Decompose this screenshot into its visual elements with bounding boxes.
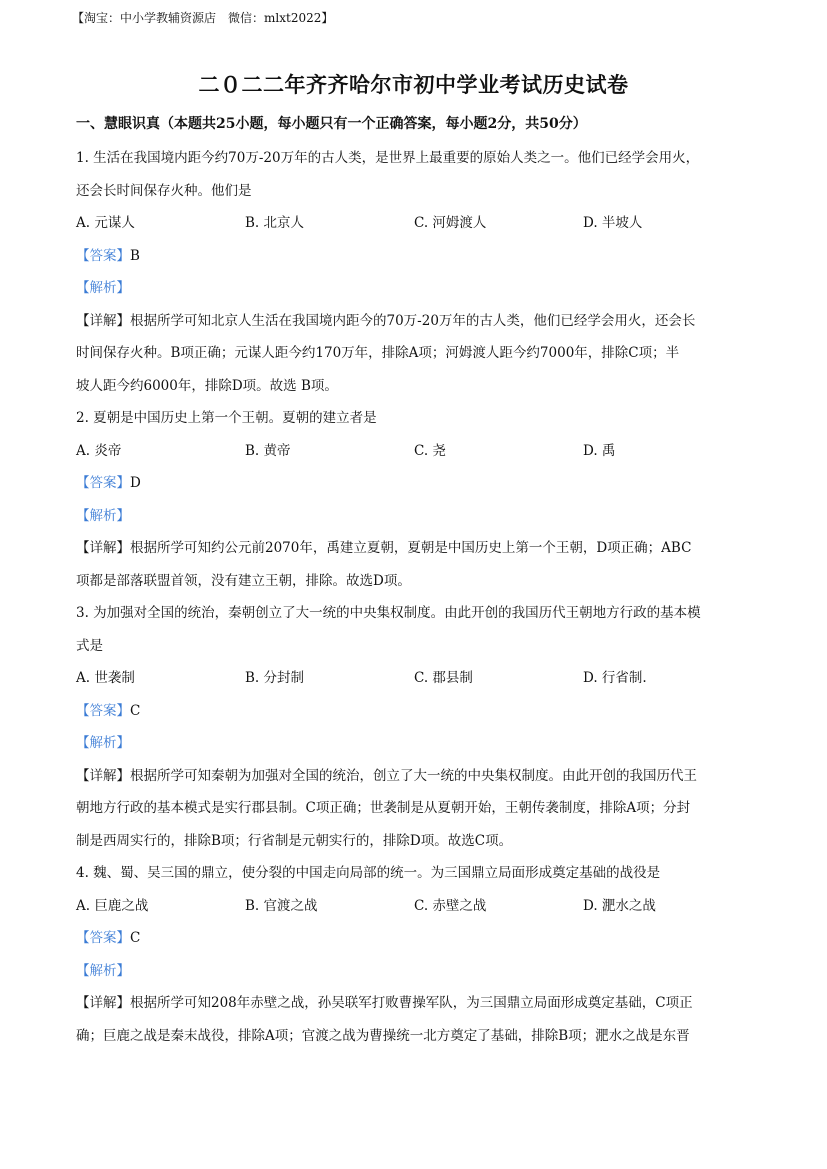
analysis-label: 【解析】 — [76, 507, 130, 524]
question-stem-line: 2. 夏朝是中国历史上第一个王朝。夏朝的建立者是 — [76, 410, 377, 426]
page-title: 二０二二年齐齐哈尔市初中学业考试历史试卷 — [198, 72, 629, 97]
option-b: B. 官渡之战 — [245, 897, 318, 914]
option-a: A. 世袭制 — [76, 670, 135, 686]
question-1 — [76, 142, 752, 402]
detail-line — [76, 532, 752, 565]
options-row — [76, 207, 752, 240]
answer-label: 【答案】 — [76, 475, 130, 491]
detail-label: 【详解】 — [76, 312, 130, 329]
option-b: B. 分封制 — [245, 670, 305, 686]
detail-line: 确；巨鹿之战是秦末战役，排除A项；官渡之战为曹操统一北方奠定了基础，排除B项；淝水之战是东晋 — [76, 1027, 690, 1044]
detail-line — [76, 305, 752, 338]
option-a: A. 元谋人 — [76, 215, 135, 231]
option-b: B. 黄帝 — [245, 442, 291, 459]
detail-label: 【详解】 — [76, 767, 130, 784]
options-row — [76, 662, 752, 695]
option-a: A. 炎帝 — [76, 442, 122, 459]
question-stem-line: 1. 生活在我国境内距今约70万-20万年的古人类，是世界上最重要的原始人类之一。他们已经学会用火， — [76, 150, 700, 166]
detail-line: 时间保存火种。B项正确；元谋人距今约170万年，排除A项；河姆渡人距今约7000年，排除C项；半 — [76, 345, 680, 361]
option-c: C. 河姆渡人 — [414, 215, 487, 231]
answer-label: 【答案】 — [76, 247, 130, 264]
header-wechat: 微信：mlxt2022】 — [228, 11, 334, 25]
analysis-label: 【解析】 — [76, 280, 130, 296]
detail-line: 制是西周实行的，排除B项；行省制是元朝实行的，排除D项。故选C项。 — [76, 832, 513, 849]
detail-line: 项都是部落联盟首领，没有建立王朝，排除。故选D项。 — [76, 572, 411, 589]
answer-label: 【答案】 — [76, 702, 130, 719]
detail-text: 根据所学可知北京人生活在我国境内距今的70万-20万年的古人类，他们已经学会用火，还会长 — [130, 312, 696, 329]
options-row — [76, 435, 752, 468]
answer-line — [76, 922, 752, 955]
question-3 — [76, 597, 752, 857]
option-c: C. 赤壁之战 — [414, 897, 487, 914]
detail-label: 【详解】 — [76, 995, 130, 1011]
header-note — [72, 10, 333, 26]
options-row — [76, 890, 752, 923]
question-stem-line: 3. 为加强对全国的统治，秦朝创立了大一统的中央集权制度。由此开创的我国历代王朝地方行政的基本模 — [76, 605, 701, 621]
detail-label: 【详解】 — [76, 540, 130, 556]
question-stem-line: 还会长时间保存火种。他们是 — [76, 182, 252, 199]
detail-text: 根据所学可知约公元前2070年，禹建立夏朝，夏朝是中国历史上第一个王朝，D项正确；ABC — [130, 540, 692, 556]
question-4 — [76, 857, 752, 1052]
answer-line — [76, 467, 752, 500]
detail-text: 根据所学可知208年赤壁之战，孙吴联军打败曹操军队，为三国鼎立局面形成奠定基础，C项正 — [130, 995, 693, 1011]
header-shop: 【淘宝：中小学教辅资源店 — [72, 11, 217, 25]
analysis-label: 【解析】 — [76, 735, 130, 751]
analysis-line — [76, 955, 752, 988]
option-c: C. 尧 — [414, 442, 446, 459]
section-heading: 一、慧眼识真（本题共25小题，每小题只有一个正确答案，每小题2分，共50分） — [76, 116, 587, 132]
answer-line — [76, 695, 752, 728]
analysis-line — [76, 272, 752, 305]
answer-value: C — [130, 702, 141, 719]
answer-value: C — [130, 930, 141, 946]
question-stem-line: 式是 — [76, 637, 103, 654]
option-d: D. 半坡人 — [583, 215, 643, 231]
detail-line: 朝地方行政的基本模式是实行郡县制。C项正确；世袭制是从夏朝开始，王朝传袭制度，排除A项；分封 — [76, 800, 691, 816]
answer-value: B — [130, 247, 140, 264]
option-a: A. 巨鹿之战 — [76, 897, 149, 914]
answer-line — [76, 240, 752, 273]
question-2 — [76, 402, 752, 597]
analysis-line — [76, 500, 752, 533]
detail-line — [76, 760, 752, 793]
option-d: D. 禹 — [583, 442, 616, 459]
document-body — [76, 114, 752, 1052]
analysis-line — [76, 727, 752, 760]
question-stem-line: 4. 魏、蜀、吴三国的鼎立，使分裂的中国走向局部的统一。为三国鼎立局面形成奠定基础的战役是 — [76, 865, 661, 881]
option-b: B. 北京人 — [245, 215, 305, 231]
detail-line: 坡人距今约6000年，排除D项。故选 B项。 — [76, 377, 338, 394]
option-d: D. 行省制. — [583, 670, 647, 686]
detail-line — [76, 987, 752, 1020]
option-c: C. 郡县制 — [414, 670, 473, 686]
detail-text: 根据所学可知秦朝为加强对全国的统治，创立了大一统的中央集权制度。由此开创的我国历代王 — [130, 767, 697, 784]
answer-label: 【答案】 — [76, 930, 130, 946]
analysis-label: 【解析】 — [76, 962, 130, 979]
answer-value: D — [130, 475, 141, 491]
option-d: D. 淝水之战 — [583, 897, 656, 914]
